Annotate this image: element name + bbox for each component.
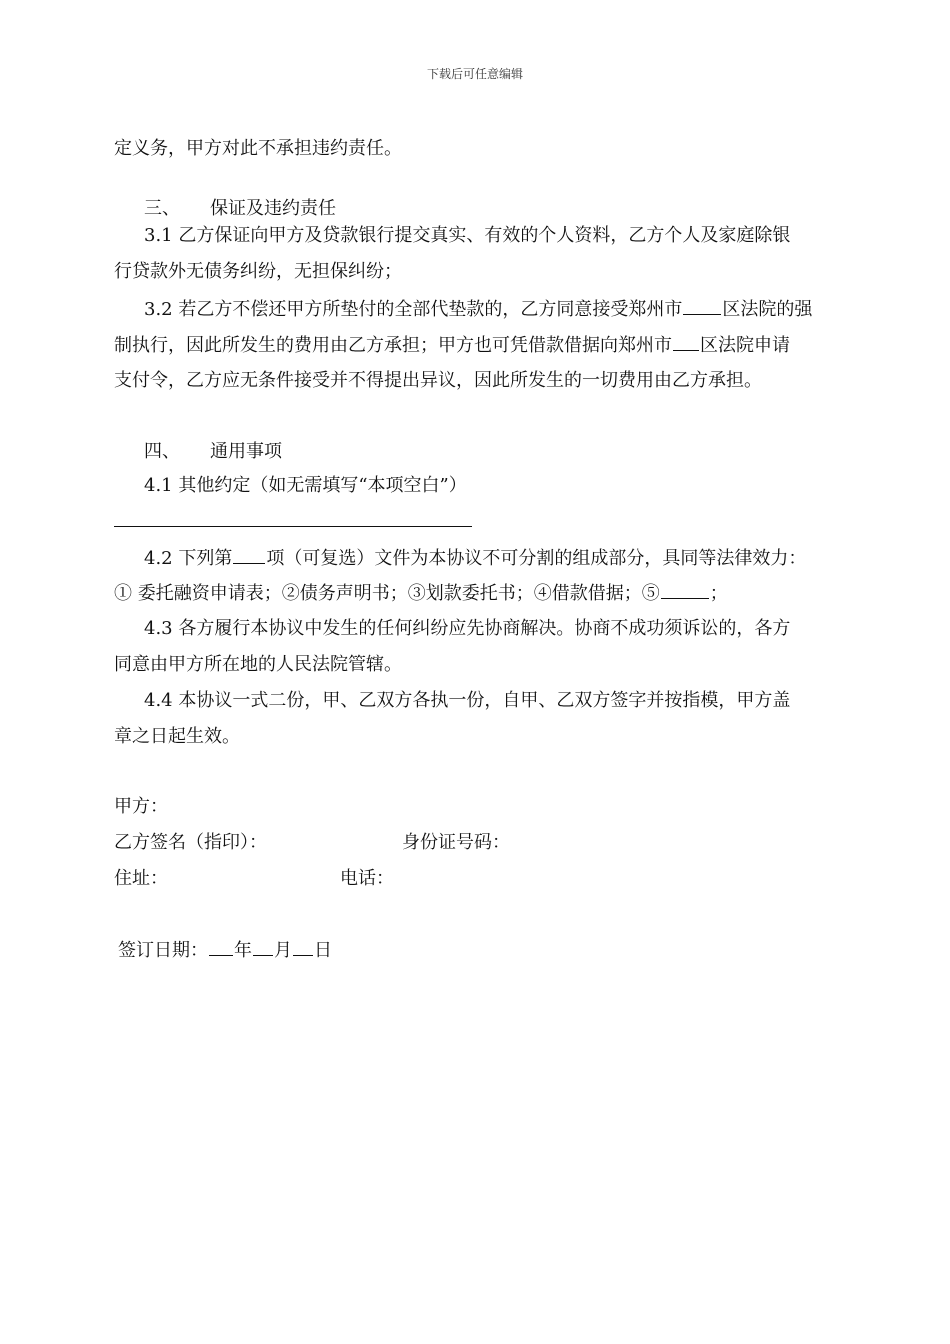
clause-4-2-line1 (144, 545, 806, 571)
clause-4-3-line1: 4.3 各方履行本协议中发生的任何纠纷应先协商解决。协商不成功须诉讼的，各方 (144, 618, 791, 639)
text-segment: 制执行，因此所发生的费用由乙方承担；甲方也可凭借款借据向郑州市 (114, 335, 672, 356)
section-title: 通用事项 (210, 441, 282, 462)
party-b-sign-label: 乙方签名（指印）： (114, 832, 267, 853)
phone-label: 电话： (340, 868, 394, 889)
id-number-label: 身份证号码： (402, 832, 510, 853)
text-segment: 4.2 下列第 (144, 548, 233, 569)
blank-field-district-1[interactable] (683, 296, 721, 315)
clause-3-1-line2: 行贷款外无债务纠纷，无担保纠纷； (114, 261, 402, 282)
blank-field-items[interactable] (233, 545, 265, 564)
sign-date (118, 937, 332, 963)
blank-field-year[interactable] (209, 937, 233, 956)
blank-field-month[interactable] (253, 937, 273, 956)
clause-4-1: 4.1 其他约定（如无需填写“本项空白”） (144, 475, 467, 496)
blank-line-other-terms[interactable] (114, 526, 472, 527)
date-label: 签订日期： (118, 940, 208, 961)
clause-3-2-line2 (114, 332, 790, 358)
page-header: 下载后可任意编辑 (426, 67, 523, 81)
text-segment: ； (709, 583, 728, 604)
section-number: 四、 (144, 441, 180, 462)
blank-field-district-2[interactable] (673, 332, 699, 351)
clause-3-1-line1: 3.1 乙方保证向甲方及贷款银行提交真实、有效的个人资料，乙方个人及家庭除银 (144, 225, 791, 246)
text-segment: 区法院申请 (700, 335, 790, 356)
address-label: 住址： (114, 868, 168, 889)
text-line: 定义务，甲方对此不承担违约责任。 (114, 138, 402, 159)
month-label: 月 (274, 940, 292, 961)
clause-4-3-line2: 同意由甲方所在地的人民法院管辖。 (114, 654, 402, 675)
blank-field-other-doc[interactable] (661, 580, 709, 599)
party-a-label: 甲方： (114, 796, 168, 817)
clause-3-2-line3: 支付令，乙方应无条件接受并不得提出异议，因此所发生的一切费用由乙方承担。 (114, 370, 762, 391)
section-number: 三、 (144, 198, 180, 219)
text-segment: 3.2 若乙方不偿还甲方所垫付的全部代垫款的，乙方同意接受郑州市 (144, 299, 683, 320)
clause-3-2-line1 (144, 296, 812, 322)
text-segment: 项（可复选）文件为本协议不可分割的组成部分，具同等法律效力： (266, 548, 807, 569)
section-heading-3 (144, 197, 336, 221)
section-title: 保证及违约责任 (210, 198, 336, 219)
day-label: 日 (314, 940, 332, 961)
blank-field-day[interactable] (293, 937, 313, 956)
year-label: 年 (234, 940, 252, 961)
clause-4-2-line2 (114, 580, 728, 606)
text-segment: ① 委托融资申请表；②债务声明书；③划款委托书；④借款借据；⑤ (114, 583, 660, 604)
clause-4-4-line2: 章之日起生效。 (114, 726, 240, 747)
clause-4-4-line1: 4.4 本协议一式二份，甲、乙双方各执一份，自甲、乙双方签字并按指模，甲方盖 (144, 690, 791, 711)
text-segment: 区法院的强 (722, 299, 813, 320)
section-heading-4 (144, 440, 282, 464)
